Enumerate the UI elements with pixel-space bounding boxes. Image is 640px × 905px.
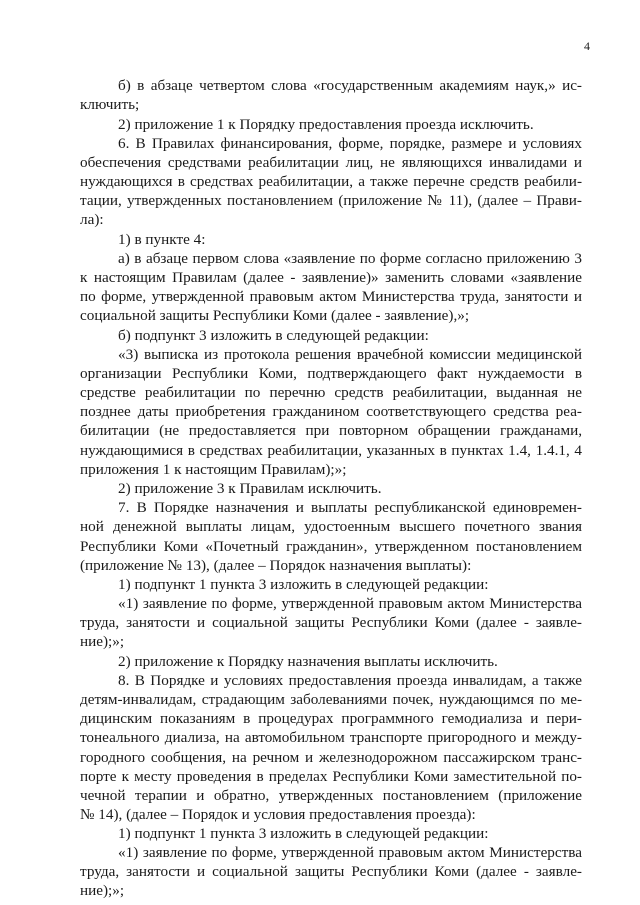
text-line: по форме, утвержденной правовым актом Министерства труда, занятости и bbox=[80, 288, 582, 305]
text-line: б) в абзаце четвертом слова «государственным академиям наук,» ис- bbox=[118, 77, 582, 94]
text-line: 2) приложение 3 к Правилам исключить. bbox=[118, 480, 382, 497]
text-line: организации Республики Коми, подтверждающего факт нуждаемости в bbox=[80, 365, 582, 382]
text-line: социальной защиты Республики Коми (далее - заявление),»; bbox=[80, 307, 470, 324]
text-line: «3) выписка из протокола решения врачебной комиссии медицинской bbox=[118, 346, 582, 363]
text-line: 2) приложение 1 к Порядку предоставления проезда исключить. bbox=[118, 116, 534, 133]
text-line: тонеального диализа, на автомобильном транспорте пригородного и между- bbox=[80, 729, 582, 746]
text-line: труда, занятости и социальной защиты Республики Коми (далее - заявле- bbox=[80, 614, 582, 631]
text-line: ключить; bbox=[80, 96, 140, 113]
text-line: билитации (не предоставляется при повторном обращении гражданами, bbox=[80, 422, 582, 439]
text-line: ние);»; bbox=[80, 633, 125, 650]
text-line: 1) подпункт 1 пункта 3 изложить в следующей редакции: bbox=[118, 825, 489, 842]
text-line: приложения 1 к настоящим Правилам);»; bbox=[80, 461, 347, 478]
page-number: 4 bbox=[584, 39, 590, 53]
text-line: нуждающимися в средствах реабилитации, указанных в пунктах 1.4, 1.4.1, 4 bbox=[80, 442, 582, 459]
text-line: позднее даты приобретения гражданином соответствующего средства реа- bbox=[80, 403, 582, 420]
text-line: тации, утвержденных постановлением (приложение № 11), (далее – Прави- bbox=[80, 192, 582, 209]
text-line: а) в абзаце первом слова «заявление по форме согласно приложению 3 bbox=[118, 250, 582, 267]
text-line: 6. В Правилах финансирования, форме, порядке, размере и условиях bbox=[118, 135, 582, 152]
text-line: «1) заявление по форме, утвержденной правовым актом Министерства bbox=[118, 844, 582, 861]
text-line: «1) заявление по форме, утвержденной правовым актом Министерства bbox=[118, 595, 582, 612]
text-line: 1) подпункт 1 пункта 3 изложить в следующей редакции: bbox=[118, 576, 489, 593]
text-line: ной денежной выплаты лицам, удостоенным высшего почетного звания bbox=[80, 518, 582, 535]
text-line: б) подпункт 3 изложить в следующей редакции: bbox=[118, 327, 429, 344]
text-line: городного сообщения, на речном и железнодорожном пассажирском транс- bbox=[80, 749, 582, 766]
text-line: средстве реабилитации по перечню средств реабилитации, выданная не bbox=[80, 384, 582, 401]
text-line: Республики Коми «Почетный гражданин», утвержденном постановлением bbox=[80, 538, 582, 555]
text-line: (приложение № 13), (далее – Порядок назначения выплаты): bbox=[80, 557, 472, 574]
text-line: 1) в пункте 4: bbox=[118, 231, 206, 248]
text-line: 2) приложение к Порядку назначения выплаты исключить. bbox=[118, 653, 498, 670]
text-line: порте к месту проведения в пределах Республики Коми заместительной по- bbox=[80, 768, 582, 785]
text-line: дицинским показаниям в процедурах программного гемодиализа и пери- bbox=[80, 710, 582, 727]
text-line: ние);»; bbox=[80, 882, 125, 899]
text-line: нуждающихся в средствах реабилитации, а также перечне средств реабили- bbox=[80, 173, 582, 190]
text-line: 8. В Порядке и условиях предоставления проезда инвалидам, а также bbox=[118, 672, 582, 689]
text-line: труда, занятости и социальной защиты Республики Коми (далее - заявле- bbox=[80, 863, 582, 880]
text-line: 7. В Порядке назначения и выплаты республиканской единовремен- bbox=[118, 499, 582, 516]
text-line: обеспечения средствами реабилитации лиц, не являющихся инвалидами и bbox=[80, 154, 582, 171]
text-line: № 14), (далее – Порядок и условия предоставления проезда): bbox=[80, 806, 476, 823]
text-line: чечной терапии и обратно, утвержденных постановлением (приложение bbox=[80, 787, 582, 804]
text-line: детям-инвалидам, страдающим заболеваниями почек, нуждающимся по ме- bbox=[80, 691, 582, 708]
text-line: к настоящим Правилам (далее - заявление)» заменить словами «заявление bbox=[80, 269, 582, 286]
text-line: ла): bbox=[80, 211, 104, 228]
